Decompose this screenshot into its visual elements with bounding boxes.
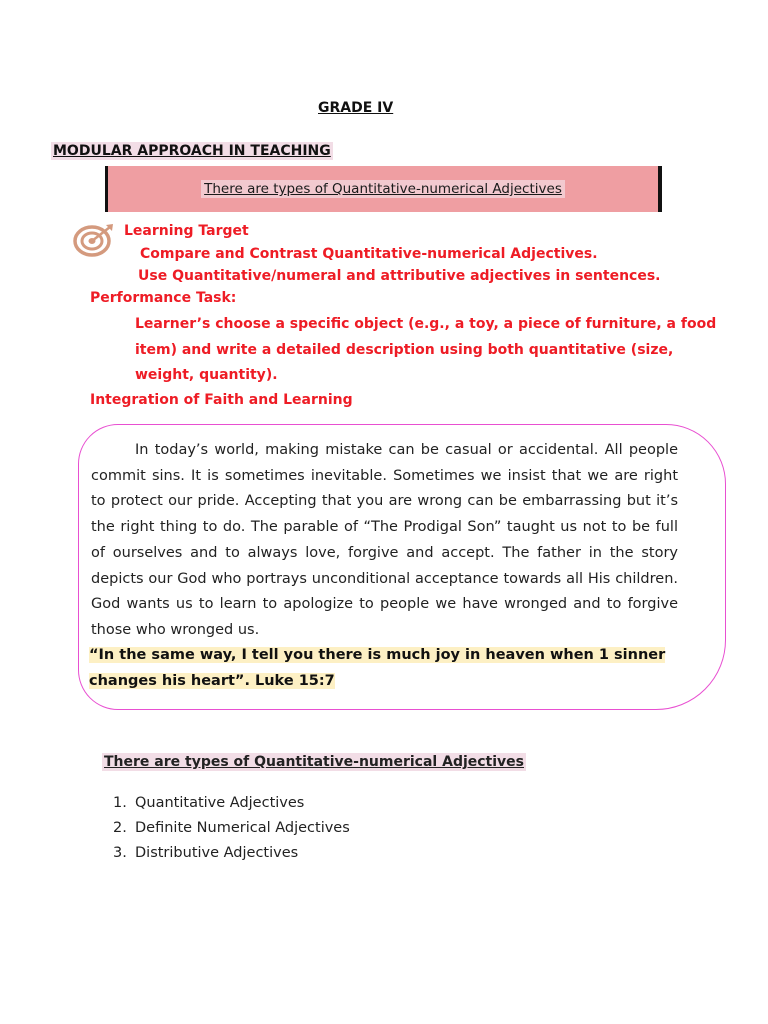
title-banner [105, 166, 662, 212]
faith-quote [89, 643, 679, 694]
learning-target-item: Compare and Contrast Quantitative-numerical Adjectives. [140, 246, 598, 262]
list-item [113, 816, 350, 841]
approach-heading: MODULAR APPROACH IN TEACHING [53, 143, 331, 159]
learning-target-heading: Learning Target [124, 223, 249, 239]
list-item [113, 841, 350, 866]
performance-task-heading: Performance Task: [90, 290, 237, 306]
list-number: 2. [113, 820, 127, 836]
types-list [113, 791, 350, 866]
faith-heading: Integration of Faith and Learning [90, 392, 353, 408]
list-number: 3. [113, 845, 127, 861]
banner-title: There are types of Quantitative-numerical Adjectives [201, 180, 565, 198]
learning-target-item: Use Quantitative/numeral and attributive adjectives in sentences. [138, 268, 661, 284]
faith-paragraph: In today’s world, making mistake can be casual or accidental. All people commit sins. It is sometimes inevitable. Sometimes we insist that we are right to protect our pride. Accepting that you are wrong can be embarrassing but it’s the right thing to do. The parable of “The Prodigal Son” taught us not to be full of ourselves and to always love, forgive and accept. The father in the story depicts our God who portrays unconditional acceptance towards all His children. God wants us to learn to apologize to people we have wronged and to forgive those who wronged us. [91, 442, 678, 638]
types-title: There are types of Quantitative-numerical Adjectives [104, 754, 524, 770]
performance-task-line: Learner’s choose a specific object (e.g., a toy, a piece of furniture, a food [135, 316, 717, 332]
list-item [113, 791, 350, 816]
list-item-text: Quantitative Adjectives [135, 795, 305, 811]
performance-task-line: item) and write a detailed description using both quantitative (size, [135, 342, 674, 358]
grade-heading: GRADE IV [318, 100, 394, 116]
list-item-text: Definite Numerical Adjectives [135, 820, 350, 836]
faith-quote-text: “In the same way, I tell you there is much joy in heaven when 1 sinner changes his heart”. Luke 15:7 [89, 647, 666, 689]
target-dart-icon [72, 222, 116, 258]
list-item-text: Distributive Adjectives [135, 845, 299, 861]
list-number: 1. [113, 795, 127, 811]
performance-task-line: weight, quantity). [135, 367, 278, 383]
